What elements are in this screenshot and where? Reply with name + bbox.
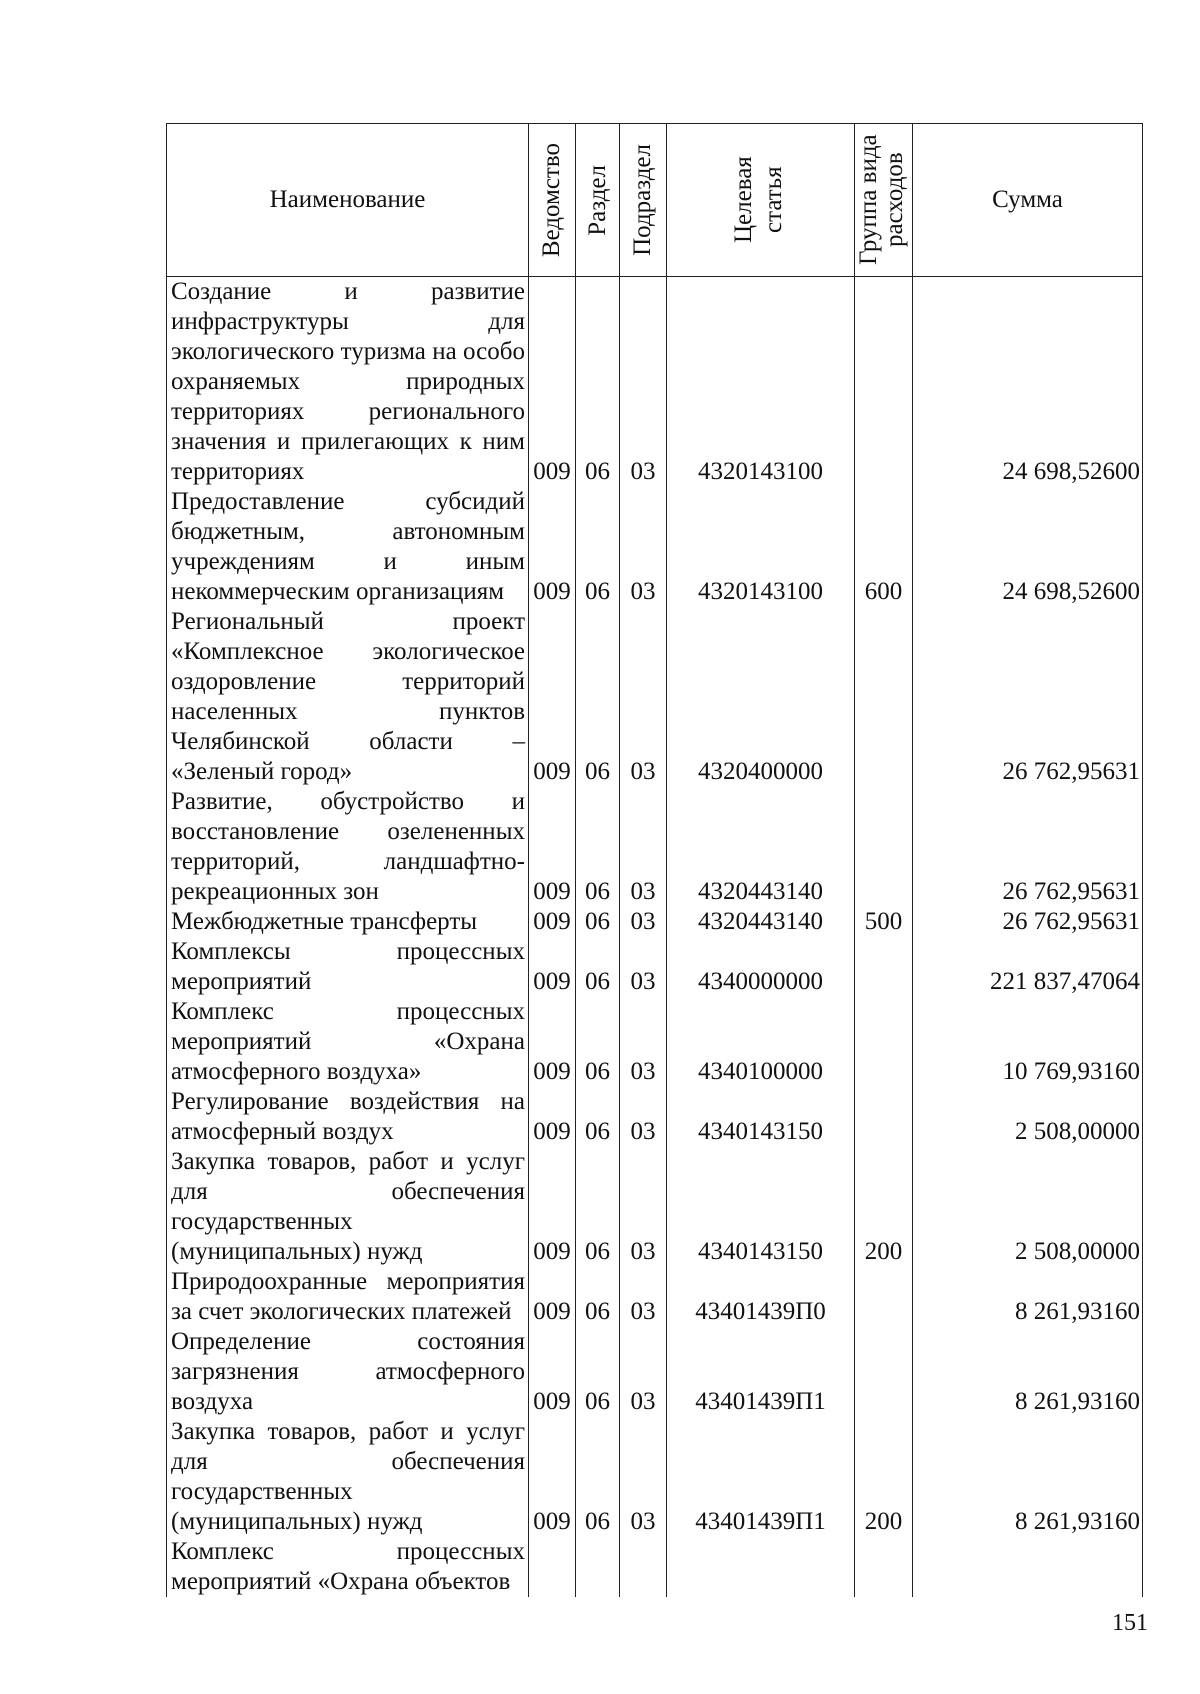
row-name: Регулирование воздействия на атмосферный воздух (167, 1087, 529, 1147)
row-section: 06 (576, 1417, 620, 1537)
row-group (855, 607, 913, 787)
row-subsection: 03 (620, 277, 667, 488)
row-target: 43401439П1 (667, 1327, 855, 1417)
table-body (167, 277, 1143, 1598)
table-row (167, 1267, 1143, 1327)
row-sum: 24 698,52600 (913, 277, 1143, 488)
header-sum: Сумма (913, 124, 1143, 277)
row-section: 06 (576, 907, 620, 937)
header-section: Раздел (576, 124, 620, 277)
row-section: 06 (576, 997, 620, 1087)
row-name: Развитие, обустройство и восстановление озелененных территорий, ландшафтно-рекреационных зон (167, 787, 529, 907)
row-dept: 009 (529, 907, 576, 937)
row-dept: 009 (529, 607, 576, 787)
row-dept: 009 (529, 997, 576, 1087)
row-sum: 2 508,00000 (913, 1147, 1143, 1267)
table-row (167, 487, 1143, 607)
row-section: 06 (576, 1087, 620, 1147)
row-subsection: 03 (620, 487, 667, 607)
row-dept (529, 1537, 576, 1597)
row-subsection: 03 (620, 997, 667, 1087)
row-subsection: 03 (620, 1417, 667, 1537)
row-name: Определение состояния загрязнения атмосферного воздуха (167, 1327, 529, 1417)
table-row (167, 997, 1143, 1087)
header-target: Целевая статья (667, 124, 855, 277)
row-dept: 009 (529, 937, 576, 997)
row-sum: 221 837,47064 (913, 937, 1143, 997)
row-section: 06 (576, 1267, 620, 1327)
row-group (855, 277, 913, 488)
row-target: 4320443140 (667, 907, 855, 937)
row-name: Комплекс процессных мероприятий «Охрана объектов (167, 1537, 529, 1597)
row-dept: 009 (529, 277, 576, 488)
row-target: 4340143150 (667, 1087, 855, 1147)
row-subsection: 03 (620, 907, 667, 937)
row-name: Комплексы процессных мероприятий (167, 937, 529, 997)
row-group (855, 1537, 913, 1597)
row-dept: 009 (529, 1267, 576, 1327)
row-target (667, 1537, 855, 1597)
row-target: 4340100000 (667, 997, 855, 1087)
row-subsection: 03 (620, 607, 667, 787)
row-group: 200 (855, 1147, 913, 1267)
row-target: 4340143150 (667, 1147, 855, 1267)
row-sum: 8 261,93160 (913, 1417, 1143, 1537)
row-section: 06 (576, 787, 620, 907)
row-name: Закупка товаров, работ и услуг для обеспечения государственных (муниципальных) нужд (167, 1417, 529, 1537)
row-subsection: 03 (620, 1087, 667, 1147)
page-number: 151 (1112, 1610, 1148, 1636)
row-group: 200 (855, 1417, 913, 1537)
row-group (855, 1327, 913, 1417)
table-row (167, 1417, 1143, 1537)
table-row (167, 1087, 1143, 1147)
header-expense-group: Группа вида расходов (855, 124, 913, 277)
table-row (167, 1147, 1143, 1267)
row-group (855, 1267, 913, 1327)
header-dept: Ведомство (529, 124, 576, 277)
row-target: 43401439П1 (667, 1417, 855, 1537)
table-row (167, 277, 1143, 488)
row-section: 06 (576, 487, 620, 607)
table-row (167, 907, 1143, 937)
row-name: Межбюджетные трансферты (167, 907, 529, 937)
row-subsection (620, 1537, 667, 1597)
row-dept: 009 (529, 487, 576, 607)
row-subsection: 03 (620, 937, 667, 997)
table-row (167, 787, 1143, 907)
row-target: 4320143100 (667, 487, 855, 607)
row-dept: 009 (529, 1417, 576, 1537)
row-subsection: 03 (620, 1147, 667, 1267)
budget-table (166, 123, 1143, 1597)
row-group (855, 787, 913, 907)
row-name: Природоохранные мероприятия за счет экологических платежей (167, 1267, 529, 1327)
row-target: 4320400000 (667, 607, 855, 787)
row-name: Предоставление субсидий бюджетным, автономным учреждениям и иным некоммерческим организациям (167, 487, 529, 607)
row-dept: 009 (529, 1147, 576, 1267)
row-section: 06 (576, 277, 620, 488)
row-section: 06 (576, 607, 620, 787)
table-row (167, 607, 1143, 787)
row-sum: 26 762,95631 (913, 787, 1143, 907)
table-row (167, 937, 1143, 997)
row-dept: 009 (529, 1327, 576, 1417)
row-sum: 8 261,93160 (913, 1327, 1143, 1417)
table-row (167, 1537, 1143, 1597)
row-target: 4320443140 (667, 787, 855, 907)
row-sum: 26 762,95631 (913, 607, 1143, 787)
row-section: 06 (576, 1327, 620, 1417)
row-group: 500 (855, 907, 913, 937)
row-group: 600 (855, 487, 913, 607)
row-group (855, 997, 913, 1087)
row-target: 43401439П0 (667, 1267, 855, 1327)
row-name: Комплекс процессных мероприятий «Охрана атмосферного воздуха» (167, 997, 529, 1087)
row-sum: 24 698,52600 (913, 487, 1143, 607)
row-group (855, 937, 913, 997)
row-sum: 26 762,95631 (913, 907, 1143, 937)
row-dept: 009 (529, 787, 576, 907)
budget-table-sheet (166, 123, 1142, 1597)
row-section: 06 (576, 1147, 620, 1267)
row-dept: 009 (529, 1087, 576, 1147)
row-sum: 10 769,93160 (913, 997, 1143, 1087)
row-section (576, 1537, 620, 1597)
row-target: 4320143100 (667, 277, 855, 488)
row-subsection: 03 (620, 1327, 667, 1417)
row-subsection: 03 (620, 787, 667, 907)
table-header-row (167, 124, 1143, 277)
row-sum (913, 1537, 1143, 1597)
row-name: Закупка товаров, работ и услуг для обеспечения государственных (муниципальных) нужд (167, 1147, 529, 1267)
table-row (167, 1327, 1143, 1417)
header-name: Наименование (167, 124, 529, 277)
row-name: Создание и развитие инфраструктуры для экологического туризма на особо охраняемых природных территориях регионального значения и прилегающих к ним территориях (167, 277, 529, 488)
row-name: Региональный проект «Комплексное экологическое оздоровление территорий населенных пунктов Челябинской области – «Зеленый город» (167, 607, 529, 787)
header-subsection: Подраздел (620, 124, 667, 277)
row-sum: 2 508,00000 (913, 1087, 1143, 1147)
row-group (855, 1087, 913, 1147)
row-target: 4340000000 (667, 937, 855, 997)
row-sum: 8 261,93160 (913, 1267, 1143, 1327)
row-section: 06 (576, 937, 620, 997)
row-subsection: 03 (620, 1267, 667, 1327)
